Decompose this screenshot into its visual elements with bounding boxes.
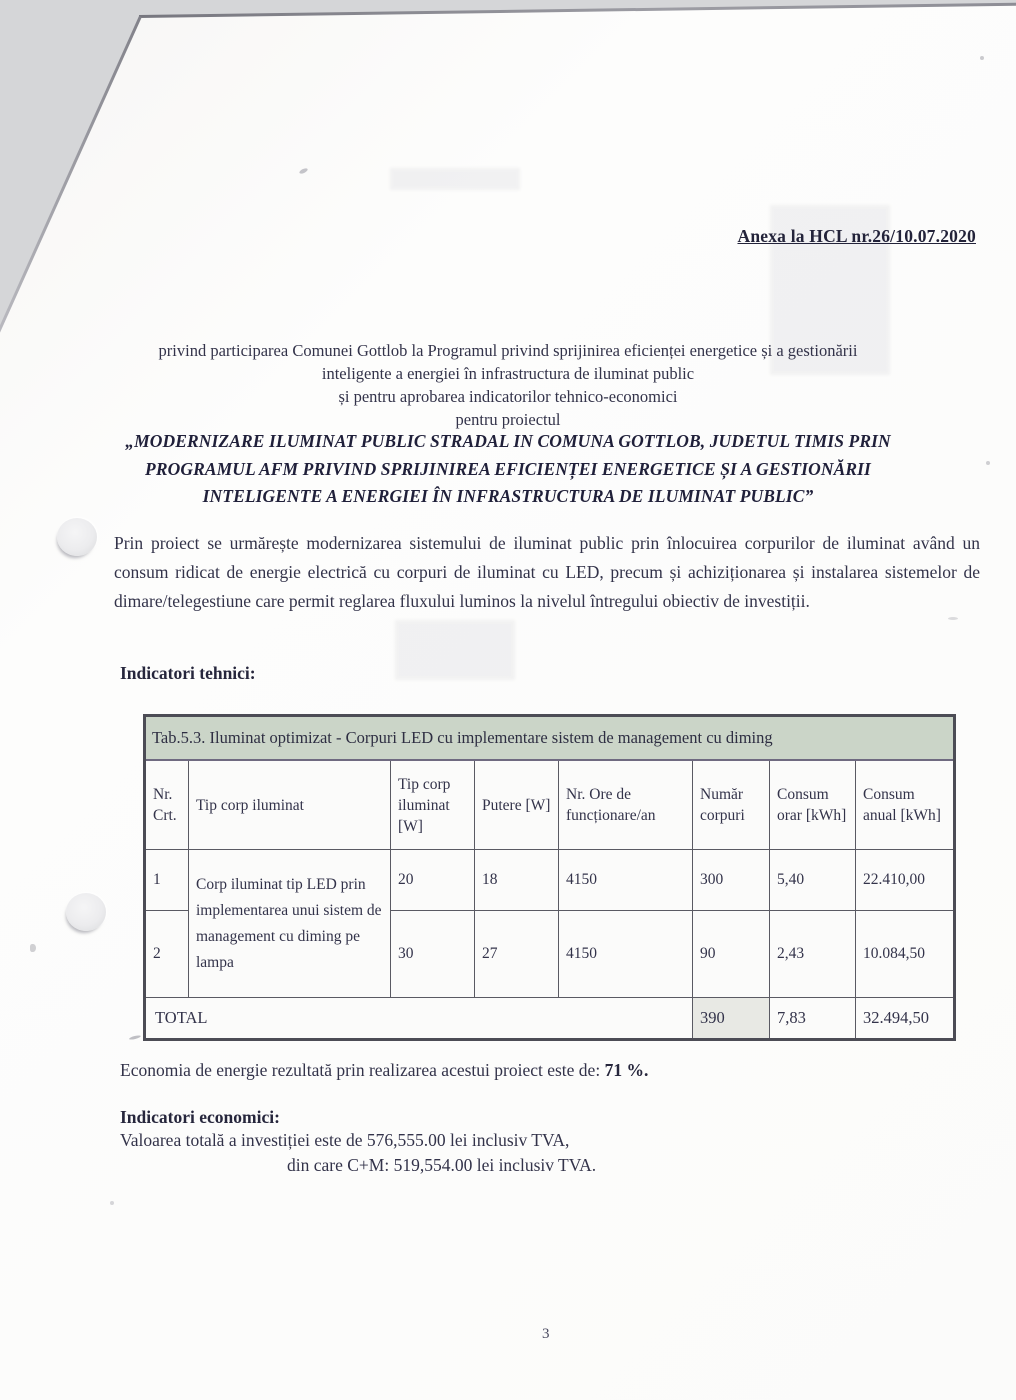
table-row [145, 850, 955, 911]
table-title: Tab.5.3. Iluminat optimizat - Corpuri LED cu implementare sistem de management cu diming [145, 716, 955, 761]
cell-corpuri: 90 [693, 911, 770, 998]
cell-tip-w: 20 [391, 850, 475, 911]
scan-speck [948, 617, 958, 620]
intro-line-3: și pentru aprobarea indicatorilor tehnico-economici [338, 387, 678, 406]
col-header-consum-orar: Consum orar [kWh] [770, 760, 856, 850]
cell-consum-orar: 5,40 [770, 850, 856, 911]
scan-speck [980, 56, 984, 60]
cm-value-line: din care C+M: 519,554.00 lei inclusiv TVA. [287, 1155, 597, 1175]
cell-ore: 4150 [559, 911, 693, 998]
cell-consum-anual: 10.084,50 [856, 911, 955, 998]
intro-line-1: privind participarea Comunei Gottlob la Programul privind sprijinirea eficienței energetice și a gestionării [158, 341, 858, 360]
cell-description: Corp iluminat tip LED prin implementarea unui sistem de management cu diming pe lampa [189, 850, 391, 998]
project-title-line-3: INTELIGENTE A ENERGIEI ÎN INFRASTRUCTURA DE ILUMINAT PUBLIC” [202, 486, 814, 506]
total-corpuri: 390 [693, 998, 770, 1040]
annex-reference: Anexa la HCL nr.26/10.07.2020 [737, 226, 976, 246]
cell-consum-anual: 22.410,00 [856, 850, 955, 911]
energy-saving-line [120, 1060, 648, 1081]
project-title-line-2: PROGRAMUL AFM PRIVIND SPRIJINIREA EFICIENȚEI ENERGETICE ȘI A GESTIONĂRII [145, 458, 871, 479]
energy-saving-text: Economia de energie rezultată prin realizarea acestui proiect este de: [120, 1060, 601, 1080]
total-consum-anual: 32.494,50 [856, 998, 955, 1040]
col-header-numar-corpuri: Număr corpuri [693, 760, 770, 850]
technical-indicators-table [143, 714, 956, 1041]
binder-hole-shadow [57, 518, 97, 556]
col-header-consum-anual: Consum anual [kWh] [856, 760, 955, 850]
technical-indicators-heading: Indicatori tehnici: [120, 663, 256, 683]
cell-consum-orar: 2,43 [770, 911, 856, 998]
total-label: TOTAL [145, 998, 693, 1040]
scan-speck [110, 1201, 114, 1205]
col-header-tip-corp-w: Tip corp iluminat [W] [391, 760, 475, 850]
total-consum-orar: 7,83 [770, 998, 856, 1040]
investment-value-line: Valoarea totală a investiției este de 576,555.00 lei inclusiv TVA, [120, 1130, 570, 1150]
col-header-ore: Nr. Ore de funcționare/an [559, 760, 693, 850]
cell-corpuri: 300 [693, 850, 770, 911]
table-total-row [145, 998, 955, 1040]
cell-nr: 1 [145, 850, 189, 911]
intro-line-2: inteligente a energiei în infrastructura de iluminat public [321, 364, 695, 383]
intro-line-4: pentru proiectul [455, 410, 561, 429]
cell-putere: 18 [475, 850, 559, 911]
project-description: Prin proiect se urmărește modernizarea sistemului de iluminat public prin înlocuirea corpurilor de iluminat având un consum ridicat de energie electrică cu corpuri de iluminat cu LED, precum și achiziționarea și instalarea sistemelor de dimare/telegestiune care permit reglarea fluxului luminos la nivelul întregului obiectiv de investiții. [114, 533, 980, 611]
col-header-tip-corp: Tip corp iluminat [189, 760, 391, 850]
binder-hole-shadow [66, 893, 106, 931]
cell-putere: 27 [475, 911, 559, 998]
scan-speck [30, 944, 36, 952]
cell-ore: 4150 [559, 850, 693, 911]
page-number: 3 [542, 1326, 550, 1342]
col-header-nr: Nr. Crt. [145, 760, 189, 850]
economic-indicators-heading: Indicatori economici: [120, 1107, 280, 1127]
energy-saving-value: 71 %. [604, 1060, 649, 1080]
cell-nr: 2 [145, 911, 189, 998]
project-title-line-1: „MODERNIZARE ILUMINAT PUBLIC STRADAL IN COMUNA GOTTLOB, JUDETUL TIMIS PRIN [125, 431, 891, 451]
bleed-through-artifact [390, 168, 520, 190]
bleed-through-artifact [395, 620, 515, 680]
col-header-putere: Putere [W] [475, 760, 559, 850]
cell-tip-w: 30 [391, 911, 475, 998]
